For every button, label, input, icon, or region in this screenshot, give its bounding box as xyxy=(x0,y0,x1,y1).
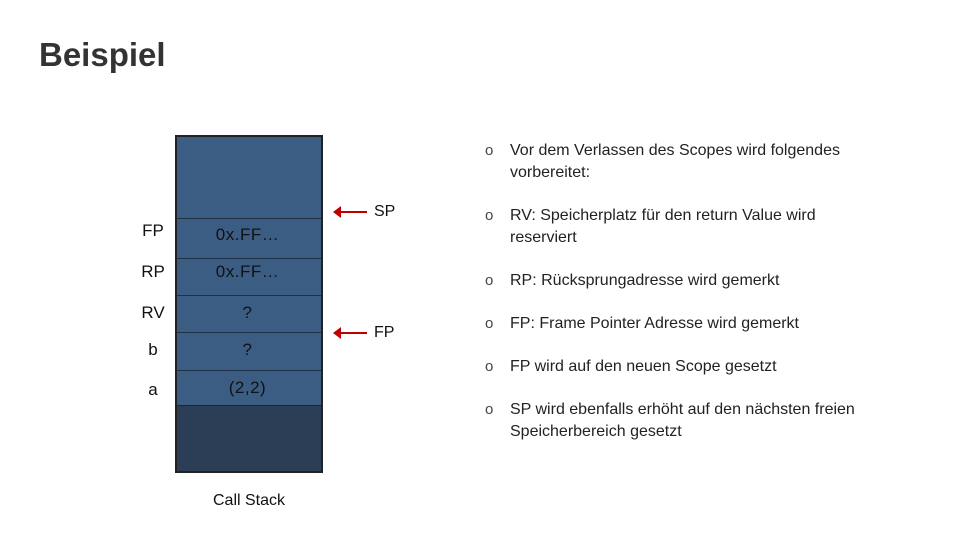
bullet-marker-icon: o xyxy=(485,358,494,375)
bullet-marker-icon: o xyxy=(485,142,494,159)
stack-free-area xyxy=(177,405,321,471)
bullet-text: RP: Rücksprungadresse wird gemerkt xyxy=(510,272,780,289)
stack-row-label-b: b xyxy=(148,340,158,359)
bullet-item xyxy=(485,399,855,443)
stack-row-label-rv: RV xyxy=(141,303,165,322)
call-stack-caption: Call Stack xyxy=(212,492,286,509)
stack-cell-top-empty xyxy=(177,137,321,219)
bullet-marker-icon: o xyxy=(485,315,494,332)
fp-pointer-label: FP xyxy=(374,324,395,341)
stack-row-value-rp: 0x.FF… xyxy=(215,262,280,281)
bullet-item xyxy=(485,140,855,184)
bullet-text: FP wird auf den neuen Scope gesetzt xyxy=(510,358,777,375)
bullet-marker-icon: o xyxy=(485,207,494,224)
bullet-text: SP wird ebenfalls erhöht auf den nächsten freien Speicherbereich gesetzt xyxy=(510,401,855,440)
stack-row-label-rp: RP xyxy=(141,262,165,281)
bullet-text: FP: Frame Pointer Adresse wird gemerkt xyxy=(510,315,799,332)
sp-arrow-icon xyxy=(340,211,367,213)
stack-row-value-b: ? xyxy=(242,340,253,359)
stack-row-label-fp: FP xyxy=(142,221,164,240)
bullet-text: Vor dem Verlassen des Scopes wird folgendes vorbereitet: xyxy=(510,142,840,181)
bullet-marker-icon: o xyxy=(485,272,494,289)
stack-row-value-rv: ? xyxy=(242,303,253,322)
fp-arrow-icon xyxy=(340,332,367,334)
bullet-item xyxy=(485,270,855,292)
sp-pointer-label: SP xyxy=(374,203,396,220)
bullet-text: RV: Speicherplatz für den return Value wird reserviert xyxy=(510,207,816,246)
bullet-item xyxy=(485,356,855,378)
stack-row-label-a: a xyxy=(148,380,158,399)
stack-row-value-fp: 0x.FF… xyxy=(215,225,280,244)
stack-row-value-a: (2,2) xyxy=(228,378,267,397)
bullet-item xyxy=(485,205,855,249)
bullet-item xyxy=(485,313,855,335)
slide-title: Beispiel xyxy=(39,36,166,73)
bullet-marker-icon: o xyxy=(485,401,494,418)
